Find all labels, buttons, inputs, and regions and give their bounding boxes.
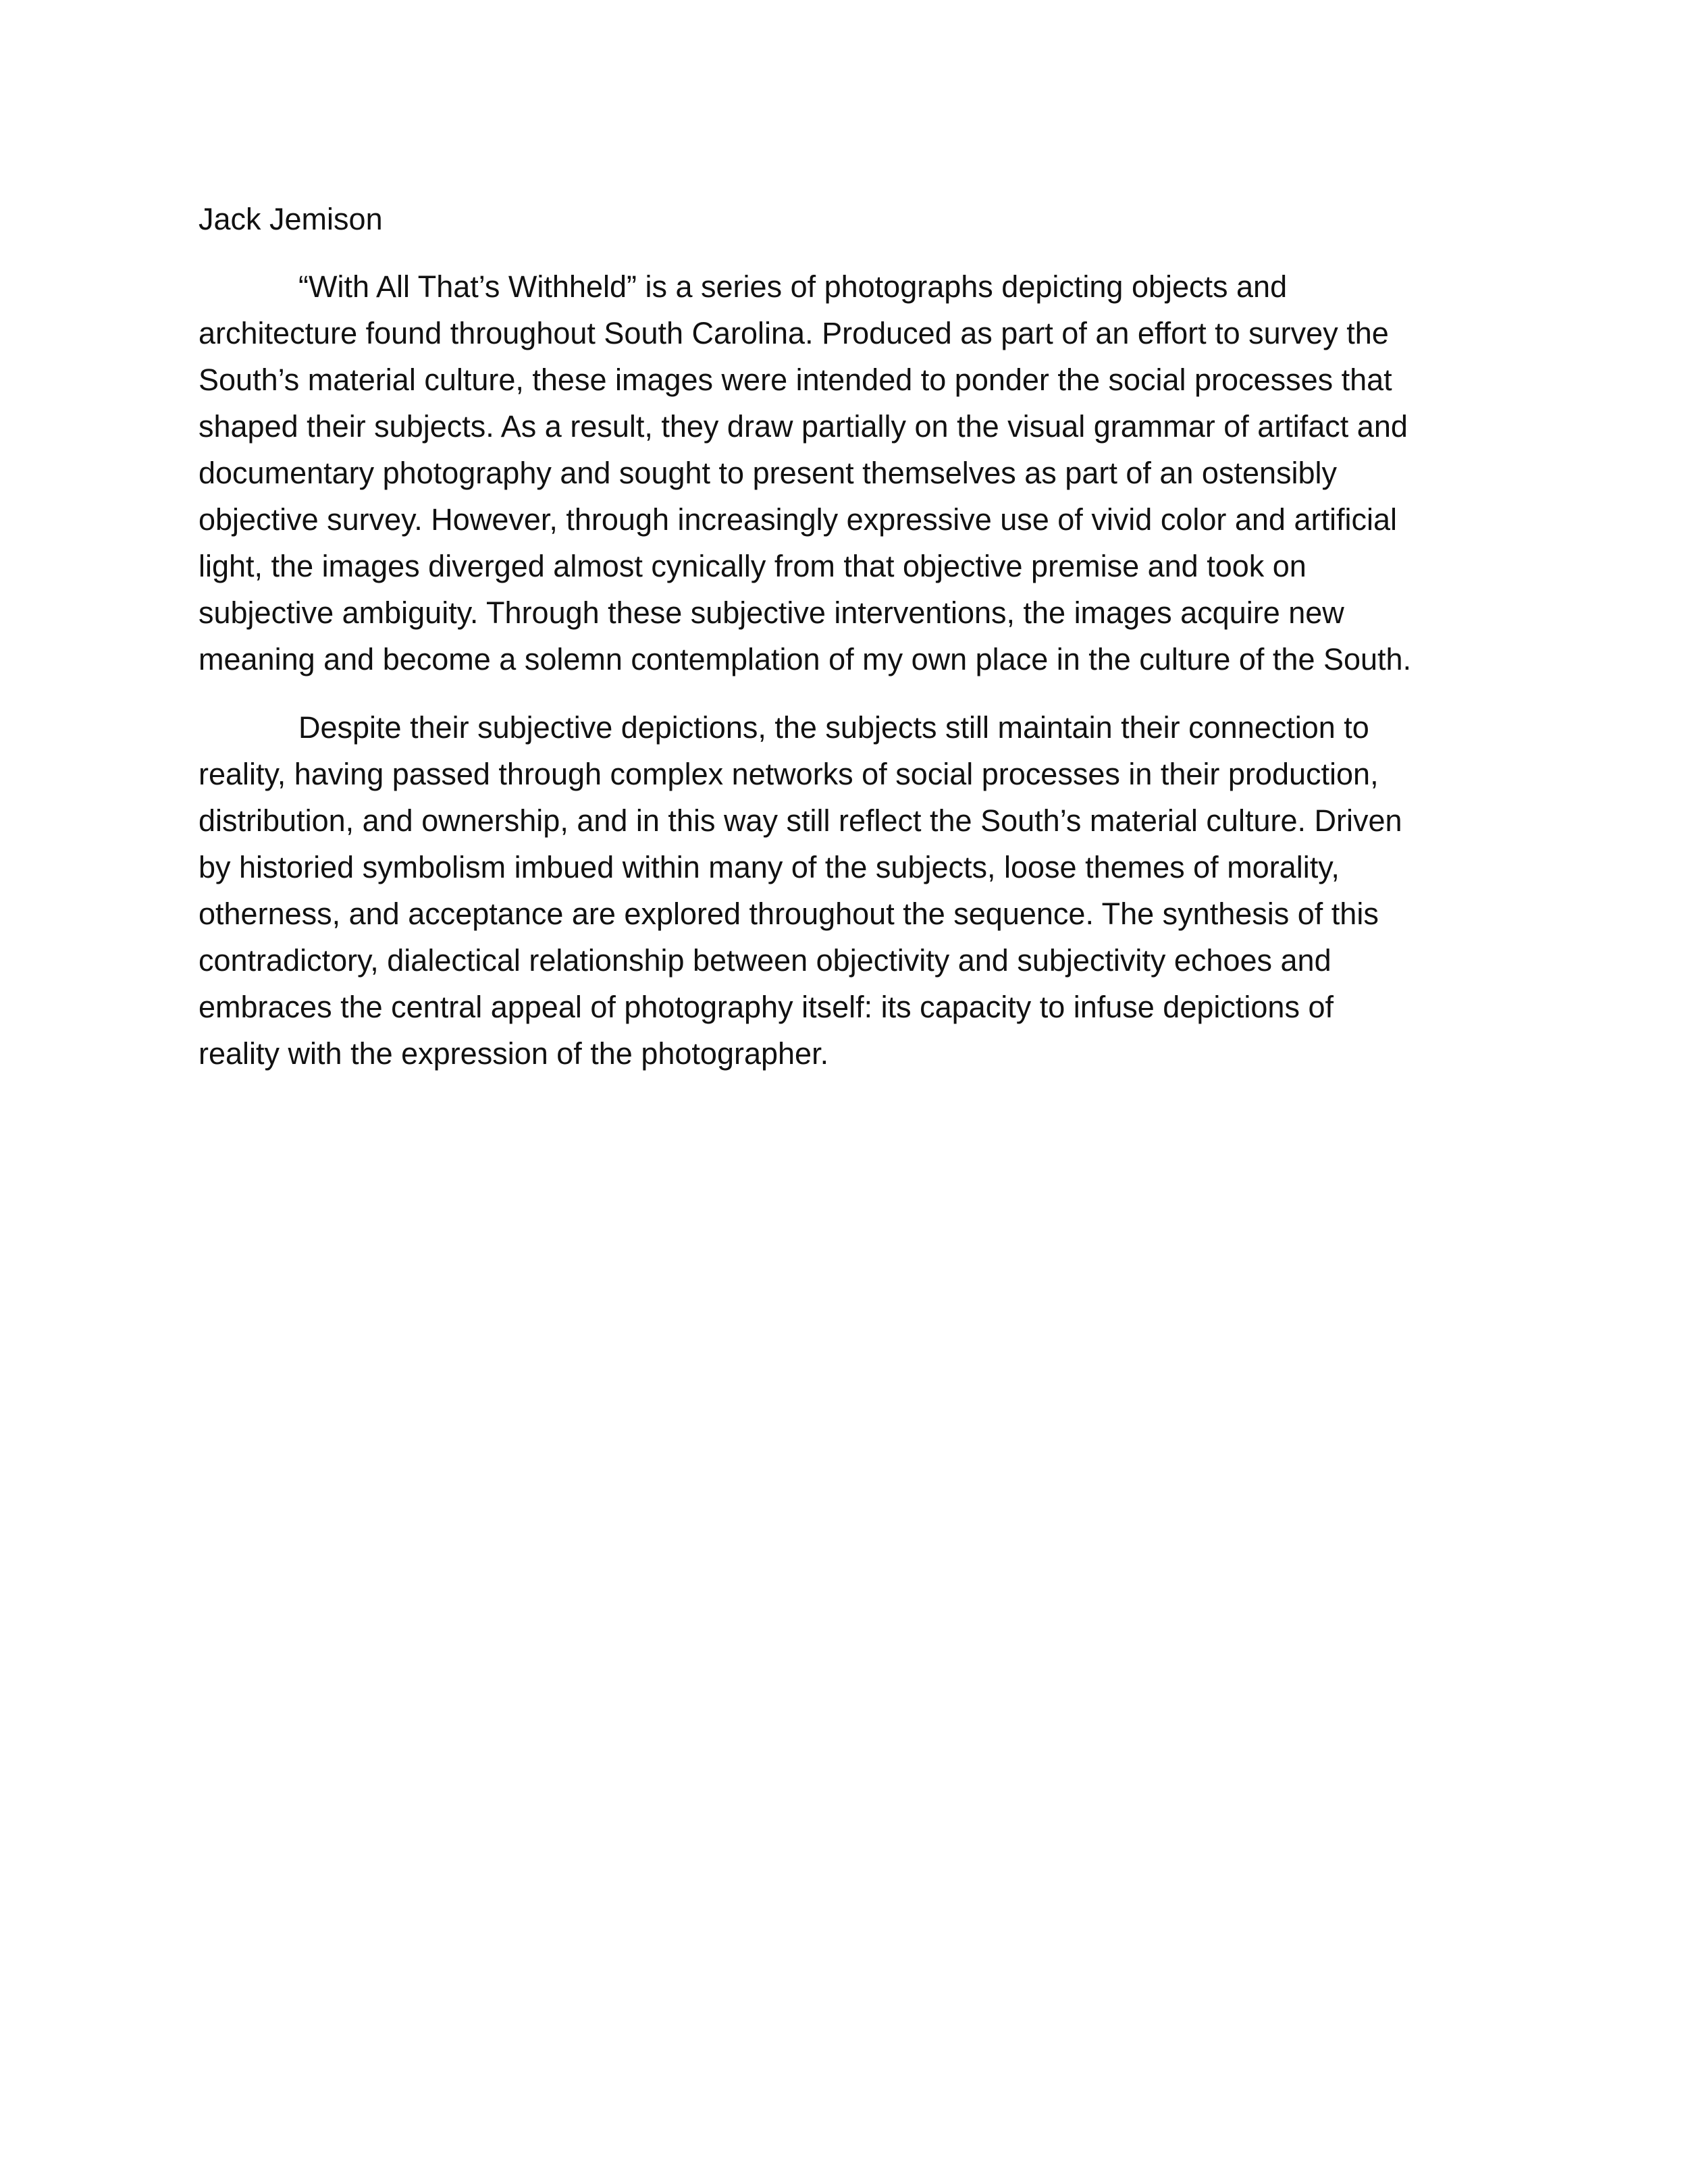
paragraph-line: South’s material culture, these images were intended to ponder the social processes that (199, 363, 1392, 397)
paragraph-line: embraces the central appeal of photography itself: its capacity to infuse depictions of (199, 990, 1334, 1024)
paragraph-line: distribution, and ownership, and in this way still reflect the South’s material culture. Driven (199, 803, 1402, 838)
paragraph-line: light, the images diverged almost cynically from that objective premise and took on (199, 549, 1307, 583)
paragraph-line: meaning and become a solemn contemplation of my own place in the culture of the South. (199, 642, 1412, 676)
paragraph-line: objective survey. However, through increasingly expressive use of vivid color and artificial (199, 502, 1397, 537)
paragraph-1 (199, 263, 1505, 683)
paragraph-line: reality with the expression of the photographer. (199, 1036, 829, 1071)
paragraph-line: architecture found throughout South Carolina. Produced as part of an effort to survey the (199, 316, 1389, 350)
document-body (199, 196, 1505, 1077)
paragraph-line: Despite their subjective depictions, the subjects still maintain their connection to (298, 710, 1369, 745)
paragraph-line: documentary photography and sought to present themselves as part of an ostensibly (199, 456, 1338, 490)
paragraph-line: subjective ambiguity. Through these subjective interventions, the images acquire new (199, 595, 1344, 630)
author-name: Jack Jemison (199, 202, 383, 236)
paragraph-line: shaped their subjects. As a result, they draw partially on the visual grammar of artifact and (199, 409, 1408, 444)
paragraph-line: otherness, and acceptance are explored throughout the sequence. The synthesis of this (199, 897, 1379, 931)
paragraph-2 (199, 704, 1505, 1077)
paragraph-line: “With All That’s Withheld” is a series of photographs depicting objects and (298, 269, 1288, 304)
paragraph-line: contradictory, dialectical relationship between objectivity and subjectivity echoes and (199, 943, 1331, 978)
paragraph-line: by historied symbolism imbued within many of the subjects, loose themes of morality, (199, 850, 1340, 884)
paragraph-line: reality, having passed through complex networks of social processes in their production, (199, 757, 1379, 791)
